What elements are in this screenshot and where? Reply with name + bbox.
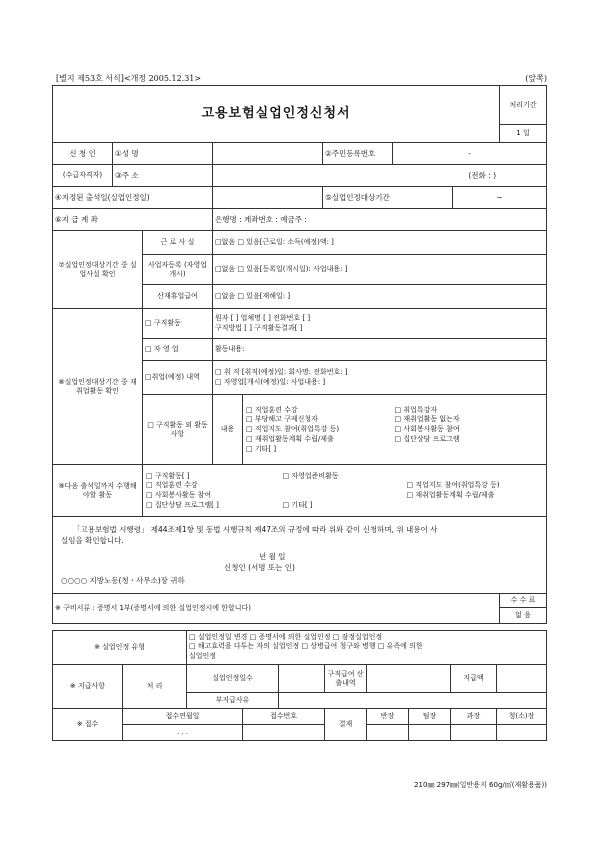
amount-field[interactable] — [497, 665, 547, 693]
rrn-field[interactable]: - — [393, 143, 547, 165]
processing-label: 처 리 — [123, 665, 187, 709]
address-label: ③주 소 — [113, 165, 213, 187]
name-field[interactable] — [213, 143, 323, 165]
work-fact-field[interactable]: □없음 □ 있음[근로일: 소득(예정)액: ] — [213, 231, 547, 255]
self-employment-label[interactable]: □ 자 영 업 — [143, 339, 213, 361]
declaration-date[interactable]: 년 월 일 — [259, 552, 286, 561]
recognition-type-line1[interactable]: □ 실업인정일 변경 □ 증명서에 의한 실업인정 □ 잠정실업인정 — [189, 633, 383, 641]
recognition-type-line3: 실업인정 — [189, 651, 217, 660]
reemployment-check-title: ⑧실업인정대상기간 중 재취업활동 확인 — [53, 309, 143, 465]
sign-chief[interactable] — [497, 725, 547, 741]
other-opt-dismissal[interactable]: □ 부당해고 구제신청자 — [246, 415, 318, 424]
processing-period-value: 1 일 — [500, 125, 547, 143]
bank-account-field[interactable]: 은행명 : 계좌번호 : 예금주 : — [213, 209, 547, 231]
receipt-date-label: 접수연월일 — [123, 709, 243, 725]
receipt-label: ※ 접수 — [53, 709, 123, 741]
rrn-label: ②주민등록번호 — [323, 143, 393, 165]
employment-line1[interactable]: □ 취 직 [취직(예정)일: 회사명: 전화번호: ] — [215, 368, 348, 377]
col-director: 과장 — [451, 709, 497, 725]
attendance-date-label: ④지정된 출석일(실업인정일) — [53, 187, 213, 209]
sign-manager[interactable] — [409, 725, 451, 741]
other-opt-plan[interactable]: □ 재취업활동계획 수립/제출 — [246, 434, 334, 443]
receipt-date-field[interactable]: . . . — [123, 725, 243, 741]
unemployment-check-title: ⑦실업인정대상기간 중 실업사실 확인 — [53, 231, 143, 309]
declaration-text1: 「고용보험법 시행령」 제44조제1항 및 동법 시행규칙 제47조의 규정에 따라 위와 같이 신청하며, 위 내용이 사 — [73, 525, 438, 534]
self-employment-field[interactable]: 활동내용: — [213, 339, 547, 361]
next-opt-job-search[interactable]: □ 구직활동[ ] — [146, 471, 190, 480]
next-opt-guidance[interactable]: □ 직업지도 참여(취업특강 등) — [406, 481, 500, 490]
other-opt-lecture[interactable]: □ 취업특강자 — [394, 405, 438, 414]
declaration-text2: 실임을 확인합니다. — [61, 536, 124, 545]
employment-label[interactable]: □취업(예정) 내역 — [143, 361, 213, 395]
page-side: (앞쪽) — [525, 74, 547, 83]
next-opt-self-emp[interactable]: □ 자영업준비활동 — [282, 471, 339, 480]
recognized-days-label: 실업인정일수 — [187, 665, 279, 693]
next-opt-counseling[interactable]: □ 집단상담 프로그램[ ] — [146, 500, 219, 509]
form-header — [56, 73, 547, 83]
other-opt-no-activity[interactable]: □ 재취업활동 없는자 — [394, 415, 460, 424]
declaration-recipient: ○○○○ 지방노동(청ㆍ사무소)장 귀하 — [61, 576, 185, 585]
other-opt-training[interactable]: □ 직업훈련 수강 — [246, 405, 298, 414]
content-label: 내용 — [213, 395, 243, 465]
payment-label: ※ 지급사항 — [53, 665, 123, 709]
other-activity-label[interactable]: □ 구직활동 외 활동사항 — [143, 395, 213, 465]
col-manager: 팀장 — [409, 709, 451, 725]
name-label: ①성 명 — [113, 143, 213, 165]
other-opt-volunteer[interactable]: □ 사회봉사활동 참여 — [394, 425, 460, 434]
fee-value: 없 음 — [500, 608, 547, 624]
sign-director[interactable] — [451, 725, 497, 741]
form-title: 고용보험실업인정신청서 — [53, 86, 500, 143]
applicant-label: 신 청 인 — [53, 143, 113, 165]
calculation-field[interactable] — [367, 665, 451, 693]
period-field[interactable]: ~ — [453, 187, 547, 209]
recognition-type-line2[interactable]: □ 해고효력을 다투는 자의 실업인정 □ 상병급여 청구와 병행 □ 유족에 의한 — [189, 642, 423, 651]
application-form — [52, 85, 547, 624]
business-registration-label: 사업자등록 (자영업개시) — [143, 255, 213, 285]
work-fact-label: 근 로 사 실 — [143, 231, 213, 255]
next-activities-title: ⑨다음 출석일까지 수행해야할 활동 — [53, 465, 143, 517]
job-search-label[interactable]: □ 구직활동 — [143, 309, 213, 339]
period-label: ⑤실업인정대상기간 — [323, 187, 453, 209]
recognition-type-label: ※ 실업인정 유형 — [53, 631, 187, 665]
other-opt-counseling[interactable]: □ 집단상담 프로그램 — [394, 434, 460, 443]
processing-period-label: 처리기간 — [500, 86, 547, 125]
form-number: [별지 제53호 서식]<개정 2005.12.31> — [56, 74, 202, 83]
amount-label: 지급액 — [451, 665, 497, 693]
office-processing-table — [52, 630, 547, 741]
address-field[interactable]: (전화 : ) — [213, 165, 547, 187]
receipt-number-field[interactable] — [243, 725, 325, 741]
next-opt-plan[interactable]: □ 재취업활동계획 수립/제출 — [406, 491, 495, 499]
col-team-leader: 반장 — [367, 709, 409, 725]
paper-spec: 210㎜ 297㎜(일반용지 60g/㎡(재활용품)) — [414, 781, 547, 789]
other-opt-etc[interactable]: □ 기타[ ] — [246, 444, 277, 453]
bank-account-label: ⑥지 급 계 좌 — [53, 209, 213, 231]
declaration-block — [53, 517, 547, 594]
receipt-number-label: 접수번호 — [243, 709, 325, 725]
recognized-days-field[interactable] — [279, 665, 325, 693]
injury-benefit-label: 산재휴업급여 — [143, 285, 213, 309]
calculation-label: 구직급여 산출내역 — [325, 665, 367, 693]
nonpayment-label: 부지급사유 — [187, 693, 279, 709]
recipient-label: (수급자격자) — [53, 165, 113, 187]
job-search-line2[interactable]: 구직방법 [ ] 구직활동결과[ ] — [215, 323, 303, 332]
attendance-date-field[interactable] — [213, 187, 323, 209]
approval-label: 결재 — [325, 709, 367, 741]
fee-label: 수 수 료 — [500, 594, 547, 608]
declaration-signer[interactable]: 신청인 (서명 또는 인) — [224, 563, 295, 572]
sign-team-leader[interactable] — [367, 725, 409, 741]
injury-benefit-field[interactable]: □없음 □ 있음[재해일: ] — [213, 285, 547, 309]
job-search-line1[interactable]: 원자 [ ] 업체명 [ ] 전화번호 [ ] — [215, 314, 311, 323]
next-opt-training[interactable]: □ 직업훈련 수강 — [146, 481, 198, 490]
required-docs: ※ 구비서류 : 증명서 1부(증명서에 의한 실업인정시에 한합니다) — [53, 594, 500, 624]
next-opt-volunteer[interactable]: □ 사회봉사활동 참여 — [146, 491, 212, 499]
other-opt-guidance[interactable]: □ 직업지도 참여(취업특강 등) — [246, 425, 340, 434]
next-opt-etc[interactable]: □ 기타[ ] — [282, 500, 313, 509]
nonpayment-field[interactable] — [279, 693, 547, 709]
col-chief: 청(소)장 — [497, 709, 547, 725]
business-registration-field[interactable]: □없음 □ 있음[등록일(개시일): 사업내용: ] — [213, 255, 547, 285]
employment-line2[interactable]: □ 자영업[개시(예정)일: 사업내용: ] — [215, 377, 326, 386]
